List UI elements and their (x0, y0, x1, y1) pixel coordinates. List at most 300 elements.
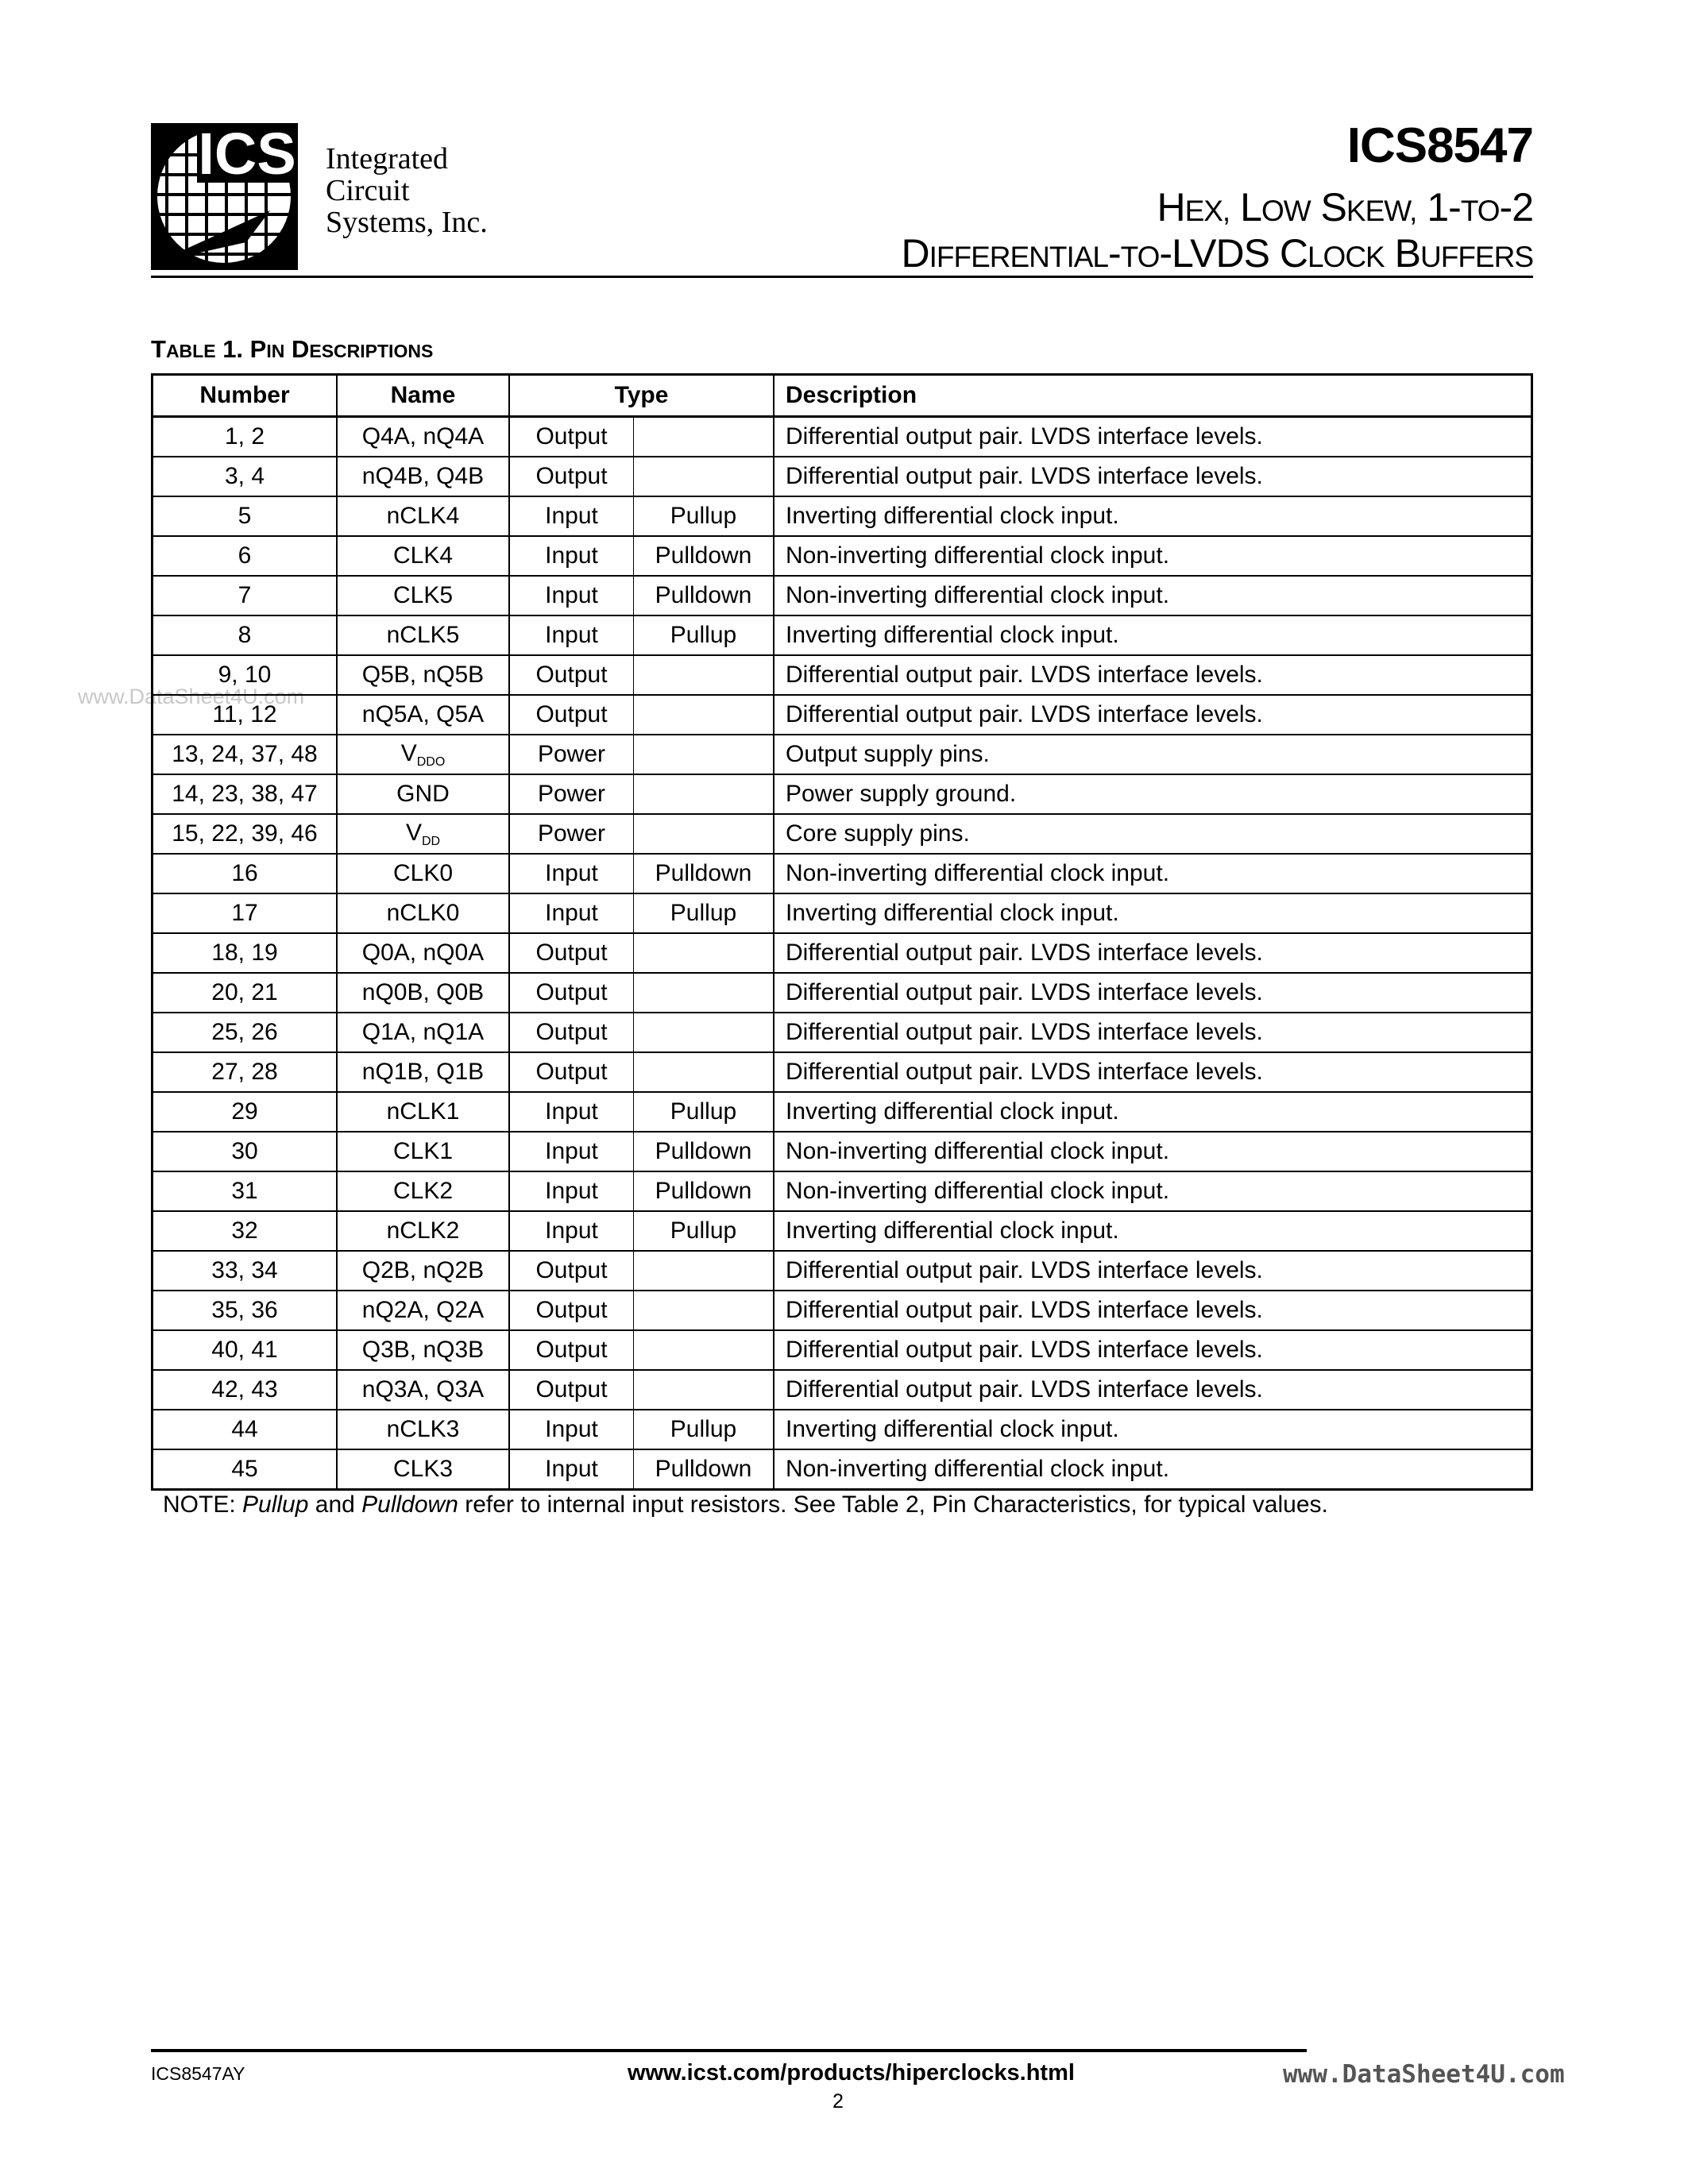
pin-number-cell (153, 695, 338, 735)
pin-description-cell (774, 1171, 1532, 1211)
table-row (153, 417, 1532, 457)
pin-number-cell-text: 9, 10 (218, 662, 272, 688)
note-prefix: NOTE: (163, 1491, 243, 1518)
pin-description-cell (774, 457, 1532, 496)
logo-text: ICS (198, 123, 296, 187)
pin-name-cell (337, 1211, 509, 1251)
pin-name-cell-text: Q0A, nQ0A (361, 940, 485, 966)
pin-description-cell (774, 1449, 1532, 1490)
pin-pull-cell (634, 1171, 774, 1211)
pin-name-subscript: DDO (416, 754, 446, 769)
pin-pull-cell (634, 814, 774, 854)
pin-type-cell-text: Output (535, 463, 608, 489)
table-row (153, 496, 1532, 536)
table-row (153, 615, 1532, 655)
pin-pull-cell (634, 1092, 774, 1132)
pin-pull-cell (634, 854, 774, 893)
pin-name-subscript: DD (421, 834, 441, 848)
pin-description-cell-text: Output supply pins. (786, 741, 990, 767)
pin-name-cell-text: CLK4 (392, 542, 454, 569)
pin-name-cell (337, 814, 509, 854)
pin-pull-cell (634, 973, 774, 1013)
table-row (153, 1013, 1532, 1052)
pin-description-cell-text: Differential output pair. LVDS interface levels. (786, 1257, 1263, 1283)
pin-type-cell (509, 774, 634, 814)
footer-document-id: ICS8547AY (151, 2063, 245, 2084)
pin-description-cell-text: Inverting differential clock input. (786, 503, 1119, 529)
footer-url-link[interactable]: www.icst.com/products/hiperclocks.html (628, 2060, 1075, 2086)
table-header-row (153, 375, 1532, 417)
pin-description-cell (774, 854, 1532, 893)
pin-number-cell-text: 31 (231, 1178, 258, 1204)
pin-name-cell (337, 1171, 509, 1211)
pin-name-cell-text: nCLK2 (386, 1217, 460, 1244)
pin-name-cell-text: nQ2A, Q2A (361, 1297, 485, 1323)
pin-type-cell (509, 1052, 634, 1092)
pin-name-cell (337, 854, 509, 893)
pin-number-cell-text: 44 (231, 1416, 258, 1442)
pin-number-cell-text: 1, 2 (224, 423, 265, 450)
pin-description-cell (774, 576, 1532, 615)
pin-description-cell (774, 1092, 1532, 1132)
pin-pull-cell (634, 1251, 774, 1291)
pin-description-cell (774, 1291, 1532, 1330)
pin-name-cell-text: nCLK3 (386, 1416, 460, 1442)
pin-type-cell-text: Input (545, 503, 598, 529)
pin-number-cell (153, 774, 338, 814)
pin-name-cell (337, 1132, 509, 1171)
pin-number-cell-text: 6 (238, 542, 252, 569)
pin-number-cell (153, 615, 338, 655)
pin-number-cell-text: 30 (231, 1138, 258, 1164)
pin-number-cell-text: 29 (231, 1098, 258, 1125)
pin-number-cell (153, 814, 338, 854)
table-caption: TABLE 1. PIN DESCRIPTIONS (151, 335, 434, 363)
pin-number-cell (153, 1330, 338, 1370)
table-row (153, 536, 1532, 576)
pin-type-cell (509, 1330, 634, 1370)
pin-type-cell (509, 496, 634, 536)
pin-number-cell-text: 40, 41 (211, 1337, 278, 1363)
pin-name-cell (337, 496, 509, 536)
footer-watermark: www.DataSheet4U.com (1283, 2060, 1565, 2089)
pin-type-cell (509, 695, 634, 735)
pin-type-cell (509, 1410, 634, 1449)
pin-pull-cell (634, 576, 774, 615)
pin-description-cell (774, 1132, 1532, 1171)
pin-type-cell (509, 1092, 634, 1132)
pin-type-cell-text: Output (535, 979, 608, 1005)
company-name-line: Integrated (326, 142, 449, 176)
pin-name-cell (337, 1013, 509, 1052)
pin-name-cell-text: CLK2 (392, 1178, 454, 1204)
pin-pull-cell (634, 774, 774, 814)
company-name (326, 143, 488, 238)
table-row (153, 695, 1532, 735)
pin-type-cell (509, 1211, 634, 1251)
pin-name-cell-text: CLK0 (392, 860, 454, 886)
table-row (153, 1211, 1532, 1251)
pin-description-cell (774, 1211, 1532, 1251)
company-name-line: Systems, Inc. (326, 206, 488, 239)
pin-number-cell-text: 5 (238, 503, 252, 529)
pin-description-cell-text: Non-inverting differential clock input. (786, 1456, 1170, 1482)
table-row (153, 1132, 1532, 1171)
pin-type-cell (509, 1132, 634, 1171)
pin-pull-cell-text: Pulldown (655, 582, 752, 608)
pin-type-cell (509, 417, 634, 457)
pin-pull-cell (634, 1211, 774, 1251)
pin-name-cell-text: nCLK1 (386, 1098, 460, 1125)
pin-descriptions-table (151, 373, 1533, 1491)
pin-description-cell-text: Differential output pair. LVDS interface levels. (786, 1376, 1263, 1403)
pin-name-cell (337, 1251, 509, 1291)
pin-description-cell-text: Inverting differential clock input. (786, 1217, 1119, 1244)
pin-number-cell-text: 32 (231, 1217, 258, 1244)
pin-name-cell (337, 1291, 509, 1330)
pin-name-cell (337, 1052, 509, 1092)
watermark: www.DataSheet4U.com (78, 685, 305, 708)
table-row (153, 1052, 1532, 1092)
pin-description-cell-text: Non-inverting differential clock input. (786, 860, 1170, 886)
pin-number-cell-text: 18, 19 (211, 940, 278, 966)
pin-pull-cell (634, 1410, 774, 1449)
pin-type-cell (509, 1291, 634, 1330)
pin-description-cell (774, 655, 1532, 695)
pin-number-cell (153, 1410, 338, 1449)
pin-type-cell-text: Power (537, 741, 606, 767)
table-body (153, 417, 1532, 1490)
pin-type-cell-text: Output (535, 1337, 608, 1363)
pin-number-cell (153, 1291, 338, 1330)
pin-description-cell-text: Core supply pins. (786, 820, 970, 847)
pin-number-cell-text: 45 (231, 1456, 258, 1482)
pin-description-cell-text: Non-inverting differential clock input. (786, 1178, 1170, 1204)
company-logo (151, 123, 298, 270)
pin-pull-cell (634, 695, 774, 735)
pin-pull-cell (634, 1291, 774, 1330)
document-subtitle-line2: DIFFERENTIAL-TO-LVDS CLOCK BUFFERS (901, 231, 1533, 276)
pin-pull-cell-text: Pullup (670, 1217, 737, 1244)
pin-number-cell (153, 973, 338, 1013)
pin-type-cell-text: Output (535, 1019, 608, 1045)
pin-pull-cell-text: Pullup (670, 1416, 737, 1442)
pin-number-cell-text: 35, 36 (211, 1297, 278, 1323)
pin-description-cell-text: Non-inverting differential clock input. (786, 1138, 1170, 1164)
pin-number-cell-text: 11, 12 (212, 701, 277, 727)
table-row (153, 1171, 1532, 1211)
pin-number-cell (153, 1013, 338, 1052)
pin-number-cell (153, 854, 338, 893)
pin-name-cell (337, 417, 509, 457)
pin-name-cell-text: Q1A, nQ1A (361, 1019, 485, 1045)
pin-description-cell-text: Differential output pair. LVDS interface levels. (786, 940, 1263, 966)
pin-description-cell-text: Differential output pair. LVDS interface levels. (786, 1059, 1263, 1085)
pin-description-cell-text: Differential output pair. LVDS interface levels. (786, 1297, 1263, 1323)
note-term-pullup: Pullup (242, 1491, 309, 1518)
pin-number-cell (153, 735, 338, 774)
pin-description-cell-text: Inverting differential clock input. (786, 900, 1119, 926)
pin-description-cell (774, 417, 1532, 457)
pin-type-cell (509, 536, 634, 576)
table-row (153, 1251, 1532, 1291)
column-header-description: Description (774, 375, 1532, 417)
pin-type-cell (509, 655, 634, 695)
note-text: refer to internal input resistors. See Table 2, Pin Characteristics, for typical values. (458, 1491, 1328, 1518)
pin-name-cell (337, 1370, 509, 1410)
pin-description-cell (774, 774, 1532, 814)
pin-number-cell (153, 536, 338, 576)
company-name-line: Circuit (326, 174, 410, 207)
pin-description-cell (774, 973, 1532, 1013)
pin-number-cell (153, 457, 338, 496)
pin-type-cell-text: Input (545, 1416, 598, 1442)
pin-type-cell (509, 615, 634, 655)
pin-description-cell (774, 536, 1532, 576)
pin-name-cell (337, 1410, 509, 1449)
pin-name-cell-text: nQ5A, Q5A (361, 701, 485, 727)
pin-number-cell (153, 417, 338, 457)
table-row (153, 973, 1532, 1013)
pin-pull-cell-text: Pulldown (655, 1138, 752, 1164)
pin-type-cell (509, 1171, 634, 1211)
pin-pull-cell (634, 933, 774, 973)
pin-name-cell-text: V (405, 819, 422, 846)
pin-type-cell-text: Input (545, 1217, 598, 1244)
header-divider (151, 276, 1533, 278)
table-row (153, 854, 1532, 893)
pin-description-cell (774, 735, 1532, 774)
pin-description-cell-text: Differential output pair. LVDS interface levels. (786, 423, 1263, 450)
table-row (153, 1291, 1532, 1330)
pin-number-cell-text: 27, 28 (211, 1059, 278, 1085)
pin-name-cell (337, 893, 509, 933)
pin-number-cell (153, 1052, 338, 1092)
pin-description-cell-text: Non-inverting differential clock input. (786, 542, 1170, 569)
pin-description-cell (774, 814, 1532, 854)
table-row (153, 576, 1532, 615)
pin-pull-cell (634, 1132, 774, 1171)
pin-type-cell-text: Output (535, 1376, 608, 1403)
pin-type-cell-text: Input (545, 622, 598, 648)
pin-type-cell (509, 814, 634, 854)
pin-name-cell (337, 615, 509, 655)
pin-name-cell (337, 457, 509, 496)
table-row (153, 655, 1532, 695)
pin-description-cell-text: Inverting differential clock input. (786, 1416, 1119, 1442)
pin-type-cell (509, 1251, 634, 1291)
pin-pull-cell (634, 1449, 774, 1490)
pin-name-cell-text: CLK5 (392, 582, 454, 608)
pin-type-cell (509, 973, 634, 1013)
pin-name-cell (337, 576, 509, 615)
pin-name-cell (337, 774, 509, 814)
pin-type-cell-text: Output (535, 1257, 608, 1283)
pin-pull-cell-text: Pulldown (655, 1456, 752, 1482)
pin-name-cell-text: GND (396, 781, 450, 807)
pin-description-cell-text: Power supply ground. (786, 781, 1017, 807)
column-header-type: Type (509, 375, 774, 417)
pin-pull-cell-text: Pullup (670, 622, 737, 648)
document-subtitle-line1: HEX, LOW SKEW, 1-TO-2 (1157, 185, 1533, 230)
pin-type-cell (509, 576, 634, 615)
pin-name-cell-text: V (400, 739, 417, 766)
table-row (153, 1092, 1532, 1132)
table-row (153, 1410, 1532, 1449)
pin-type-cell-text: Input (545, 900, 598, 926)
pin-name-cell (337, 933, 509, 973)
pin-type-cell-text: Input (545, 1178, 598, 1204)
pin-type-cell (509, 893, 634, 933)
pin-description-cell-text: Differential output pair. LVDS interface levels. (786, 463, 1263, 489)
pin-number-cell-text: 8 (238, 622, 252, 648)
pin-pull-cell-text: Pulldown (655, 1178, 752, 1204)
pin-name-cell-text: Q2B, nQ2B (361, 1257, 485, 1283)
pin-pull-cell (634, 1330, 774, 1370)
pin-number-cell (153, 1370, 338, 1410)
pin-number-cell-text: 25, 26 (211, 1019, 278, 1045)
pin-number-cell-text: 17 (231, 900, 258, 926)
pin-type-cell-text: Output (535, 940, 608, 966)
pin-pull-cell-text: Pulldown (655, 860, 752, 886)
pin-number-cell (153, 496, 338, 536)
pin-number-cell (153, 655, 338, 695)
pin-name-cell-text: nQ1B, Q1B (361, 1059, 485, 1085)
pin-name-cell-text: CLK3 (392, 1456, 454, 1482)
table-note (163, 1491, 1328, 1518)
pin-type-cell-text: Output (535, 423, 608, 450)
pin-type-cell-text: Output (535, 1059, 608, 1085)
pin-number-cell (153, 933, 338, 973)
pin-type-cell (509, 854, 634, 893)
pin-number-cell (153, 1092, 338, 1132)
column-header-name: Name (337, 375, 509, 417)
pin-type-cell (509, 933, 634, 973)
note-term-pulldown: Pulldown (361, 1491, 458, 1518)
pin-pull-cell (634, 615, 774, 655)
page-number: 2 (832, 2090, 844, 2113)
pin-name-cell (337, 1092, 509, 1132)
pin-number-cell-text: 14, 23, 38, 47 (172, 781, 318, 807)
pin-number-cell-text: 15, 22, 39, 46 (172, 820, 318, 847)
table-row (153, 774, 1532, 814)
pin-pull-cell (634, 1013, 774, 1052)
pin-description-cell-text: Differential output pair. LVDS interface levels. (786, 979, 1263, 1005)
pin-number-cell-text: 20, 21 (211, 979, 278, 1005)
pin-name-cell-text: Q3B, nQ3B (361, 1337, 485, 1363)
footer-divider (151, 2049, 1307, 2052)
pin-description-cell (774, 1410, 1532, 1449)
pin-number-cell (153, 1132, 338, 1171)
pin-pull-cell (634, 457, 774, 496)
pin-description-cell-text: Inverting differential clock input. (786, 1098, 1119, 1125)
pin-description-cell-text: Non-inverting differential clock input. (786, 582, 1170, 608)
pin-pull-cell-text: Pullup (670, 1098, 737, 1125)
pin-description-cell (774, 1330, 1532, 1370)
pin-pull-cell-text: Pullup (670, 900, 737, 926)
pin-name-cell (337, 655, 509, 695)
pin-type-cell-text: Power (537, 781, 606, 807)
pin-type-cell-text: Input (545, 1456, 598, 1482)
pin-pull-cell (634, 536, 774, 576)
pin-pull-cell (634, 735, 774, 774)
note-and: and (308, 1491, 362, 1518)
pin-number-cell (153, 893, 338, 933)
pin-name-cell-text: nQ4B, Q4B (361, 463, 485, 489)
pin-type-cell-text: Power (537, 820, 606, 847)
pin-pull-cell-text: Pullup (670, 503, 737, 529)
pin-description-cell-text: Differential output pair. LVDS interface levels. (786, 1337, 1263, 1363)
column-header-number: Number (153, 375, 338, 417)
pin-name-cell-text: nCLK0 (386, 900, 460, 926)
table-row (153, 1330, 1532, 1370)
pin-type-cell-text: Input (545, 1138, 598, 1164)
pin-description-cell-text: Differential output pair. LVDS interface levels. (786, 1019, 1263, 1045)
pin-number-cell-text: 7 (238, 582, 252, 608)
pin-pull-cell (634, 1370, 774, 1410)
table-row (153, 457, 1532, 496)
pin-description-cell (774, 1013, 1532, 1052)
pin-number-cell (153, 1171, 338, 1211)
pin-type-cell (509, 1370, 634, 1410)
pin-name-cell (337, 973, 509, 1013)
pin-number-cell (153, 1211, 338, 1251)
pin-description-cell (774, 695, 1532, 735)
pin-number-cell-text: 16 (231, 860, 258, 886)
pin-pull-cell (634, 893, 774, 933)
table-row (153, 1449, 1532, 1490)
pin-pull-cell (634, 655, 774, 695)
pin-number-cell (153, 576, 338, 615)
pin-description-cell (774, 1370, 1532, 1410)
pin-name-cell-text: nQ0B, Q0B (361, 979, 485, 1005)
pin-pull-cell (634, 496, 774, 536)
pin-type-cell-text: Input (545, 1098, 598, 1125)
pin-name-cell-text: nQ3A, Q3A (361, 1376, 485, 1403)
table-row (153, 1370, 1532, 1410)
pin-description-cell (774, 496, 1532, 536)
table-row (153, 893, 1532, 933)
pin-name-cell (337, 1449, 509, 1490)
pin-description-cell-text: Differential output pair. LVDS interface levels. (786, 662, 1263, 688)
pin-name-cell-text: Q4A, nQ4A (361, 423, 485, 450)
pin-name-cell (337, 536, 509, 576)
table-row (153, 814, 1532, 854)
pin-description-cell (774, 615, 1532, 655)
pin-name-cell-text: CLK1 (392, 1138, 454, 1164)
pin-number-cell (153, 1449, 338, 1490)
part-number: ICS8547 (1346, 118, 1533, 173)
pin-pull-cell-text: Pulldown (655, 542, 752, 569)
pin-type-cell-text: Output (535, 662, 608, 688)
pin-type-cell (509, 1013, 634, 1052)
pin-number-cell-text: 42, 43 (211, 1376, 278, 1403)
pin-number-cell-text: 33, 34 (211, 1257, 278, 1283)
pin-name-cell-text: nCLK5 (386, 622, 460, 648)
pin-type-cell-text: Input (545, 542, 598, 569)
pin-name-cell-text: Q5B, nQ5B (361, 662, 485, 688)
pin-name-cell (337, 735, 509, 774)
pin-description-cell-text: Differential output pair. LVDS interface levels. (786, 701, 1263, 727)
pin-type-cell-text: Input (545, 582, 598, 608)
pin-pull-cell (634, 417, 774, 457)
pin-description-cell-text: Inverting differential clock input. (786, 622, 1119, 648)
pin-number-cell-text: 13, 24, 37, 48 (172, 741, 318, 767)
pin-type-cell-text: Output (535, 701, 608, 727)
pin-type-cell (509, 1449, 634, 1490)
pin-type-cell (509, 735, 634, 774)
pin-type-cell (509, 457, 634, 496)
